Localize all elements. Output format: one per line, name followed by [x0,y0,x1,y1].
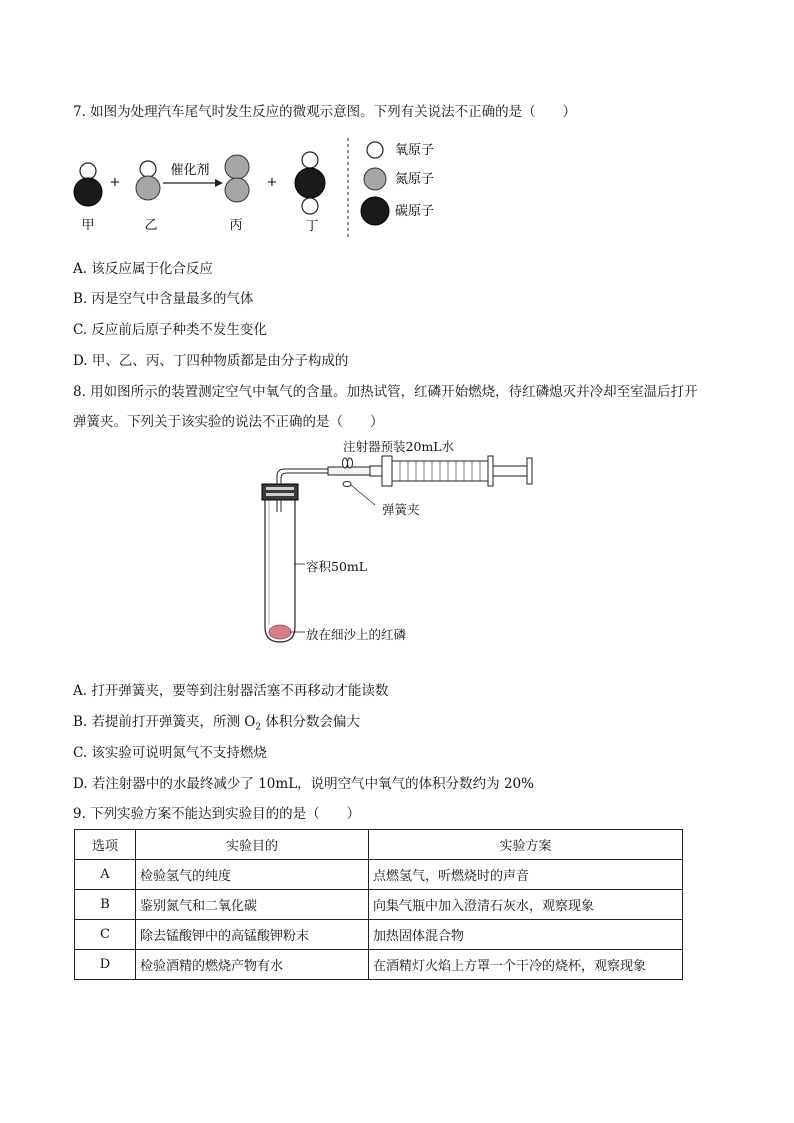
apparatus-diagram [250,432,560,650]
question-7-option-d: D. 甲、乙、丙、丁四种物质都是由分子构成的 [73,353,349,369]
question-7-option-c: C. 反应前后原子种类不发生变化 [73,322,267,338]
question-8-option-b [73,713,360,737]
question-8-option-c: C. 该实验可说明氮气不支持燃烧 [73,745,267,761]
clamp-label: 弹簧夹 [382,502,420,517]
cell-option: D [75,950,136,980]
question-8-stem-line-2: 弹簧夹。下列关于该实验的说法不正确的是（ ） [73,414,384,430]
plus-sign-1: + [109,175,121,190]
nitrogen-legend-icon [364,168,386,190]
header-purpose: 实验目的 [136,830,369,860]
clip-leader-line [351,485,375,505]
cell-plan: 在酒精灯火焰上方罩一个干冷的烧杯，观察现象 [369,950,683,980]
option-b-text-end: 体积分数会偏大 [261,714,360,730]
question-7-option-b: B. 丙是空气中含量最多的气体 [73,291,254,307]
cell-purpose: 鉴别氮气和二氧化碳 [136,890,369,920]
label-yi: 乙 [144,218,158,233]
table-row [75,950,683,980]
header-plan: 实验方案 [369,830,683,860]
oxygen-legend-icon [367,142,383,158]
header-option: 选项 [75,830,136,860]
o2-subscript: 2 [255,722,262,733]
label-ding: 丁 [305,219,319,234]
volume-label: 容积50mL [306,559,368,574]
molecule-bing [225,155,249,202]
label-jia: 甲 [81,218,95,233]
cell-option: C [75,920,136,950]
question-7-option-a: A. 该反应属于化合反应 [73,261,213,277]
option-b-text: B. 若提前打开弹簧夹，所测 O [73,714,256,730]
legend-oxygen: 氧原子 [395,143,435,158]
red-phosphorus [269,625,291,639]
table-header-row [75,830,683,860]
molecule-yi [136,161,160,200]
molecule-jia [74,163,102,206]
question-8-option-d: D. 若注射器中的水最终减少了 10mL，说明空气中氧气的体积分数约为 20% [73,776,534,792]
phosphorus-label: 放在细沙上的红磷 [306,627,407,642]
question-7-stem: 7. 如图为处理汽车尾气时发生反应的微观示意图。下列有关说法不正确的是（ ） [73,104,577,120]
question-8-option-a: A. 打开弹簧夹，要等到注射器活塞不再移动才能读数 [73,683,389,699]
question-8-stem-line-1: 8. 用如图所示的装置测定空气中氧气的含量。加热试管，红磷开始燃烧，待红磷熄灭并冷却至室温后打开 [73,384,698,400]
cell-option: A [75,860,136,890]
reaction-diagram [60,134,460,244]
molecule-ding [295,152,325,214]
test-tube [262,484,298,642]
catalyst-label: 催化剂 [170,163,210,178]
cell-purpose: 检验氢气的纯度 [136,860,369,890]
label-bing: 丙 [229,218,243,233]
arrow-head-icon [215,179,223,187]
cell-option: B [75,890,136,920]
cell-plan: 加热固体混合物 [369,920,683,950]
table-row [75,920,683,950]
cell-plan: 向集气瓶中加入澄清石灰水，观察现象 [369,890,683,920]
carbon-legend-icon [361,197,389,225]
experiment-table [74,829,683,980]
syringe [370,456,532,486]
table-row [75,860,683,890]
legend-nitrogen: 氮原子 [395,172,435,187]
cell-plan: 点燃氢气，听燃烧时的声音 [369,860,683,890]
syringe-label: 注射器预装20mL水 [343,439,455,454]
legend-carbon: 碳原子 [395,204,435,219]
cell-purpose: 除去锰酸钾中的高锰酸钾粉末 [136,920,369,950]
plus-sign-2: + [266,175,278,190]
table-row [75,890,683,920]
cell-purpose: 检验酒精的燃烧产物有水 [136,950,369,980]
question-9-stem: 9. 下列实验方案不能达到实验目的的是（ ） [73,806,361,822]
